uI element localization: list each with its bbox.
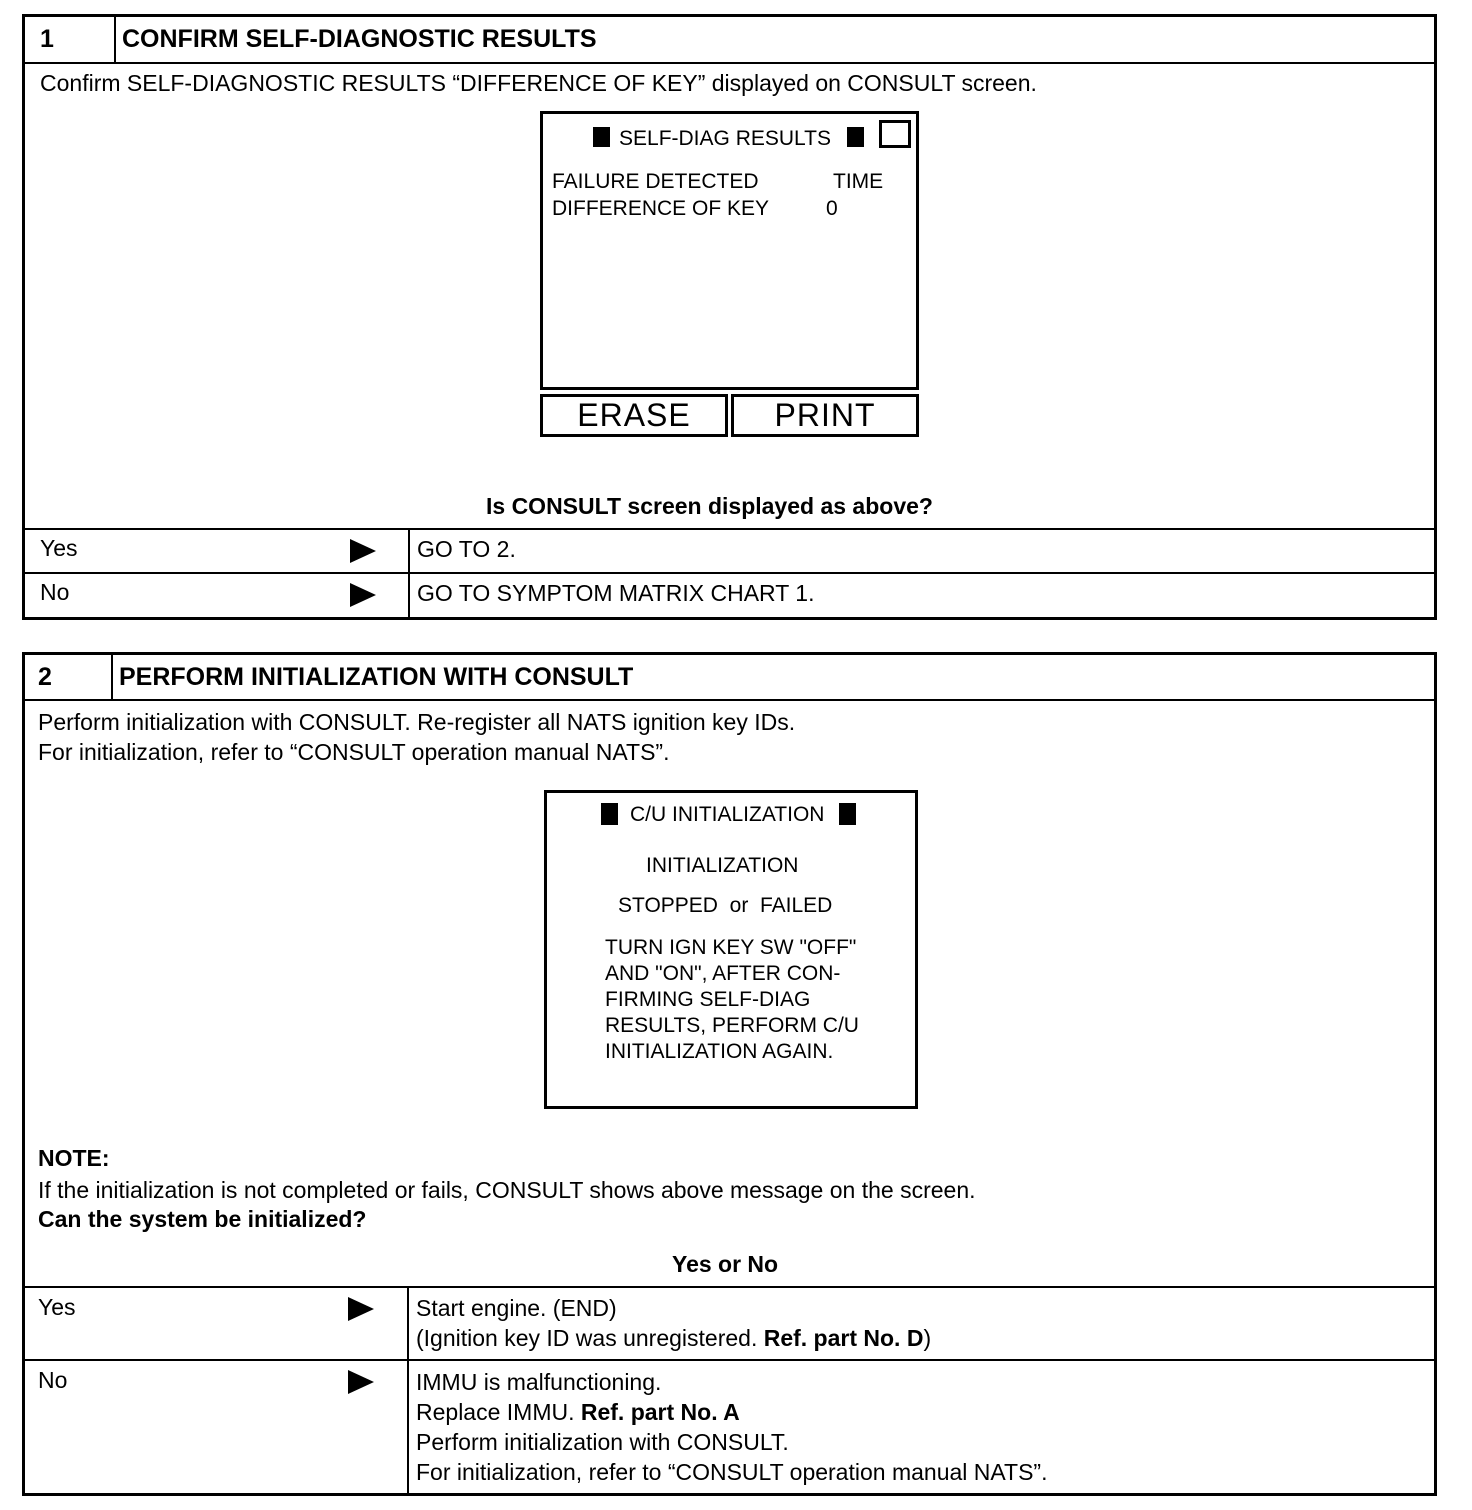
step2-no-action-2 [416,1401,740,1424]
step1-yes-label: Yes [40,535,78,561]
step2-instruction-2: For initialization, refer to “CONSULT operation manual NATS”. [38,739,670,765]
checkbox-icon [879,120,911,148]
step2-title: PERFORM INITIALIZATION WITH CONSULT [119,663,634,691]
step2-answer-column-divider [407,1287,409,1494]
step2-answer-prompt: Yes or No [672,1251,779,1277]
step2-no-label: No [38,1367,68,1393]
step2-no-arrow-icon [348,1370,374,1394]
step1-question: Is CONSULT screen displayed as above? [486,493,933,519]
step1-number: 1 [40,25,54,53]
step2-no-action-3: Perform initialization with CONSULT. [416,1429,789,1455]
step1-number-divider [114,16,116,63]
step1-no-arrow-icon [350,583,376,607]
step2-yes-no-divider [24,1359,1435,1361]
title-marker-right-icon [847,127,864,147]
step1-instruction: Confirm SELF-DIAGNOSTIC RESULTS “DIFFERENCE OF KEY” displayed on CONSULT screen. [40,70,1037,96]
step2-yes-label: Yes [38,1294,76,1320]
step1-no-action: GO TO SYMPTOM MATRIX CHART 1. [417,580,815,606]
screen-message-line-5: INITIALIZATION AGAIN. [605,1040,834,1063]
print-button[interactable]: PRINT [731,394,919,437]
step1-answer-column-divider [408,529,410,618]
initialization-line: INITIALIZATION [646,854,799,877]
init-title-marker-left-icon [601,803,618,825]
screen-message-line-1: TURN IGN KEY SW "OFF" [605,936,857,959]
yes-part-ref: Ref. part No. D [763,1325,924,1351]
stopped-or-failed-line: STOPPED or FAILED [618,894,833,917]
init-title-marker-right-icon [839,803,856,825]
self-diag-screen [540,111,919,390]
step2-instruction-1: Perform initialization with CONSULT. Re-register all NATS ignition key IDs. [38,709,796,735]
step2-number: 2 [38,663,52,691]
step1-answers-divider [24,528,1435,530]
time-header: TIME [833,170,884,193]
step1-header-divider [24,62,1435,64]
step2-yes-arrow-icon [348,1297,374,1321]
step2-yes-action-2 [416,1327,931,1350]
step2-number-divider [111,654,113,700]
note-text: If the initialization is not completed or fails, CONSULT shows above message on the screen. [38,1177,976,1203]
screen-message-line-4: RESULTS, PERFORM C/U [605,1014,859,1037]
yes-action-text: (Ignition key ID was unregistered. [416,1325,764,1351]
no-action-text: Replace IMMU. [416,1399,581,1425]
step2-answers-divider [24,1286,1435,1288]
title-marker-left-icon [593,127,610,147]
no-part-ref: Ref. part No. A [580,1399,740,1425]
step2-header-divider [24,699,1435,701]
cu-initialization-title: C/U INITIALIZATION [630,803,825,826]
screen-message-line-2: AND "ON", AFTER CON- [605,962,841,985]
screen-message-line-3: FIRMING SELF-DIAG [605,988,811,1011]
step2-no-action-4: For initialization, refer to “CONSULT operation manual NATS”. [416,1459,1048,1485]
step1-yes-action: GO TO 2. [417,536,516,562]
step1-no-label: No [40,579,70,605]
step1-yes-arrow-icon [350,539,376,563]
difference-of-key-time: 0 [826,197,838,220]
failure-detected-header: FAILURE DETECTED [552,170,759,193]
step2-yes-action-1: Start engine. (END) [416,1295,617,1321]
self-diag-screen-title: SELF-DIAG RESULTS [619,127,831,150]
step2-no-action-1: IMMU is malfunctioning. [416,1369,662,1395]
step2-question: Can the system be initialized? [38,1206,367,1232]
yes-action-close: ) [923,1325,932,1351]
erase-button[interactable]: ERASE [540,394,728,437]
step1-yes-no-divider [24,572,1435,574]
difference-of-key-item: DIFFERENCE OF KEY [552,197,770,220]
step1-title: CONFIRM SELF-DIAGNOSTIC RESULTS [122,25,597,53]
note-label: NOTE: [38,1145,110,1171]
